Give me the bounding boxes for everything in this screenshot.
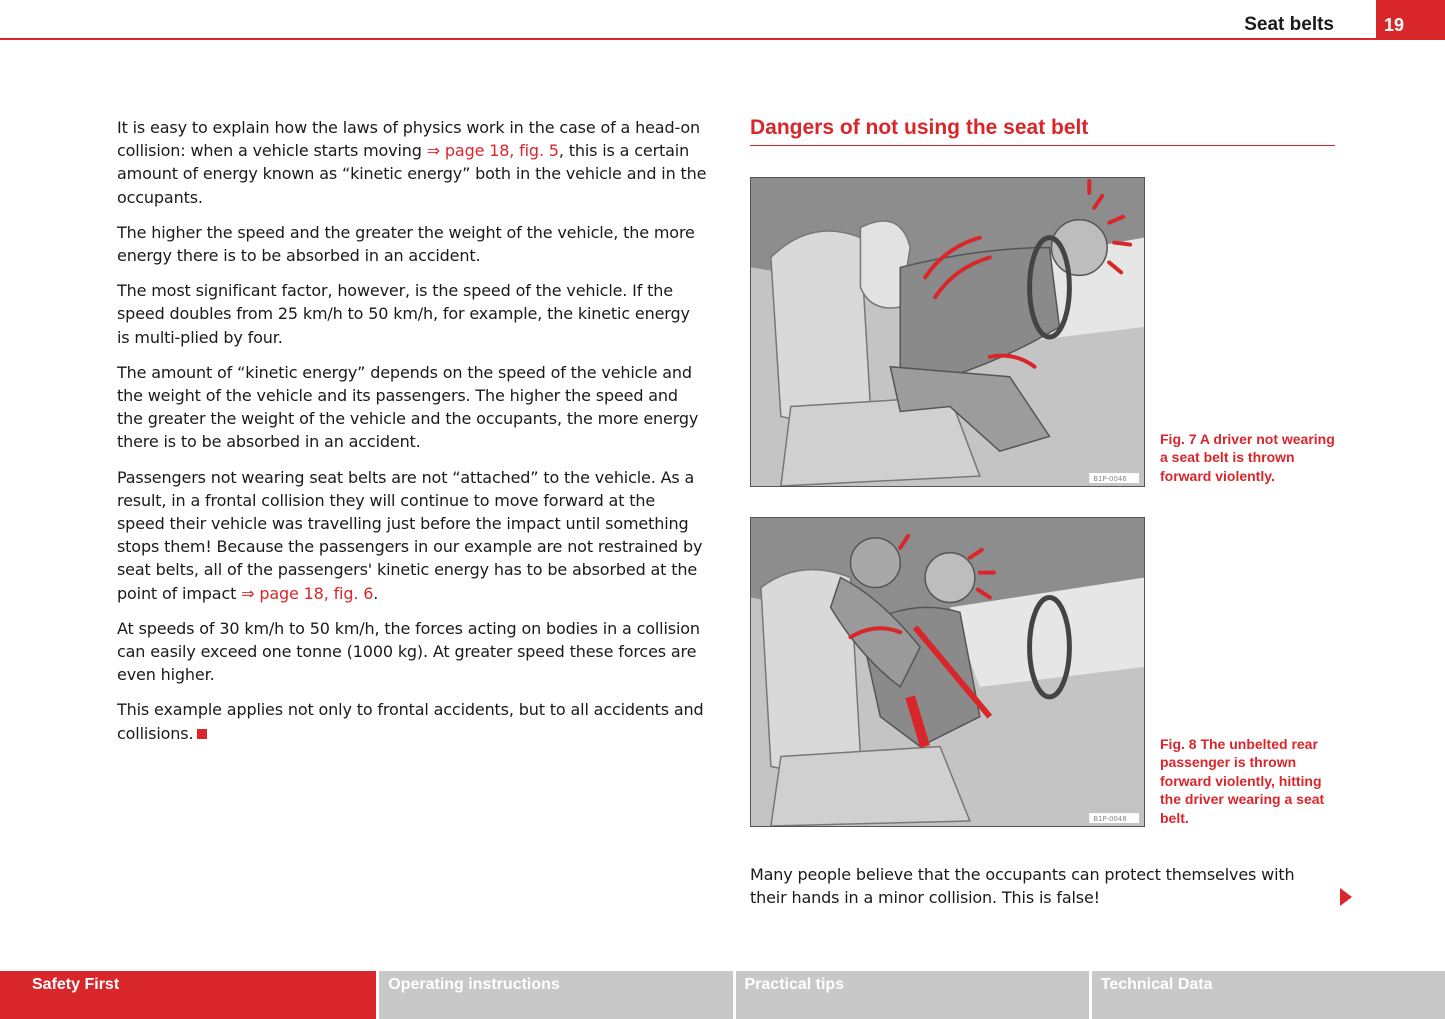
tab-technical-data[interactable]: Technical Data — [1092, 971, 1445, 1019]
paragraph: The higher the speed and the greater the weight of the vehicle, the more energy there is to be absorbed in an accident. — [117, 222, 695, 266]
paragraph: This example applies not only to frontal accidents, but to all accidents and collisions. — [117, 700, 704, 743]
section-heading: Dangers of not using the seat belt — [750, 116, 1089, 139]
continue-arrow-icon — [1340, 888, 1352, 906]
header-divider — [0, 38, 1445, 40]
tab-safety-first[interactable]: Safety First — [0, 971, 376, 1019]
figure-7-caption: Fig. 7 A driver not wearing a seat belt is thrown forward violently. — [1160, 431, 1335, 484]
tab-practical-tips[interactable]: Practical tips — [736, 971, 1089, 1019]
cross-reference-link[interactable]: ⇒ page 18, fig. 6 — [241, 583, 374, 603]
running-header-title: Seat belts — [1244, 14, 1334, 35]
section-heading-rule — [750, 145, 1335, 146]
paragraph: The amount of “kinetic energy” depends on the speed of the vehicle and the weight of the vehicle and its passengers. The higher the speed and the greater the weight of the vehicle and the occupants, the more energy there is to be absorbed in an accident. — [117, 362, 699, 452]
figure-8-caption: Fig. 8 The unbelted rear passenger is thrown forward violently, hitting the driver wearing a seat belt. — [1160, 736, 1325, 826]
figure-8-code: B1P-0048 — [1093, 815, 1127, 824]
figure-7-code: B1P-0046 — [1093, 475, 1127, 484]
paragraph: At speeds of 30 km/h to 50 km/h, the forces acting on bodies in a collision can easily exceed one tonne (1000 kg). At greater speed these forces are even higher. — [117, 618, 700, 685]
page-number: 19 — [1376, 0, 1445, 40]
figure-7-illustration — [750, 177, 1145, 487]
paragraph: Many people believe that the occupants can protect themselves with their hands in a minor collision. This is false! — [750, 865, 1295, 908]
paragraph: Passengers not wearing seat belts are not “attached” to the vehicle. As a result, in a frontal collision they will continue to move forward at the speed their vehicle was travelling just before the impact until something stops them! Because the passengers in our example are not restrained by seat belts, all of the passengers' kinetic energy has to be absorbed at the point of impact ⇒ page 18, fig. 6. — [117, 467, 703, 603]
figure-8-illustration — [750, 517, 1145, 827]
cross-reference-link[interactable]: ⇒ page 18, fig. 5 — [426, 141, 559, 161]
body-text-left — [117, 116, 707, 757]
section-end-marker-icon — [197, 729, 207, 739]
paragraph: The most significant factor, however, is the speed of the vehicle. If the speed doubles from 25 km/h to 50 km/h, for example, the kinetic energy is multi-plied by four. — [117, 281, 690, 347]
chapter-tabs — [0, 971, 1445, 1019]
paragraph: It is easy to explain how the laws of physics work in the case of a head-on collision: when a vehicle starts moving ⇒ page 18, fig. 5, this is a certain amount of energy known as “kinetic energy” both in the vehicle and in the occupants. — [117, 118, 707, 207]
tab-operating-instructions[interactable]: Operating instructions — [379, 971, 732, 1019]
